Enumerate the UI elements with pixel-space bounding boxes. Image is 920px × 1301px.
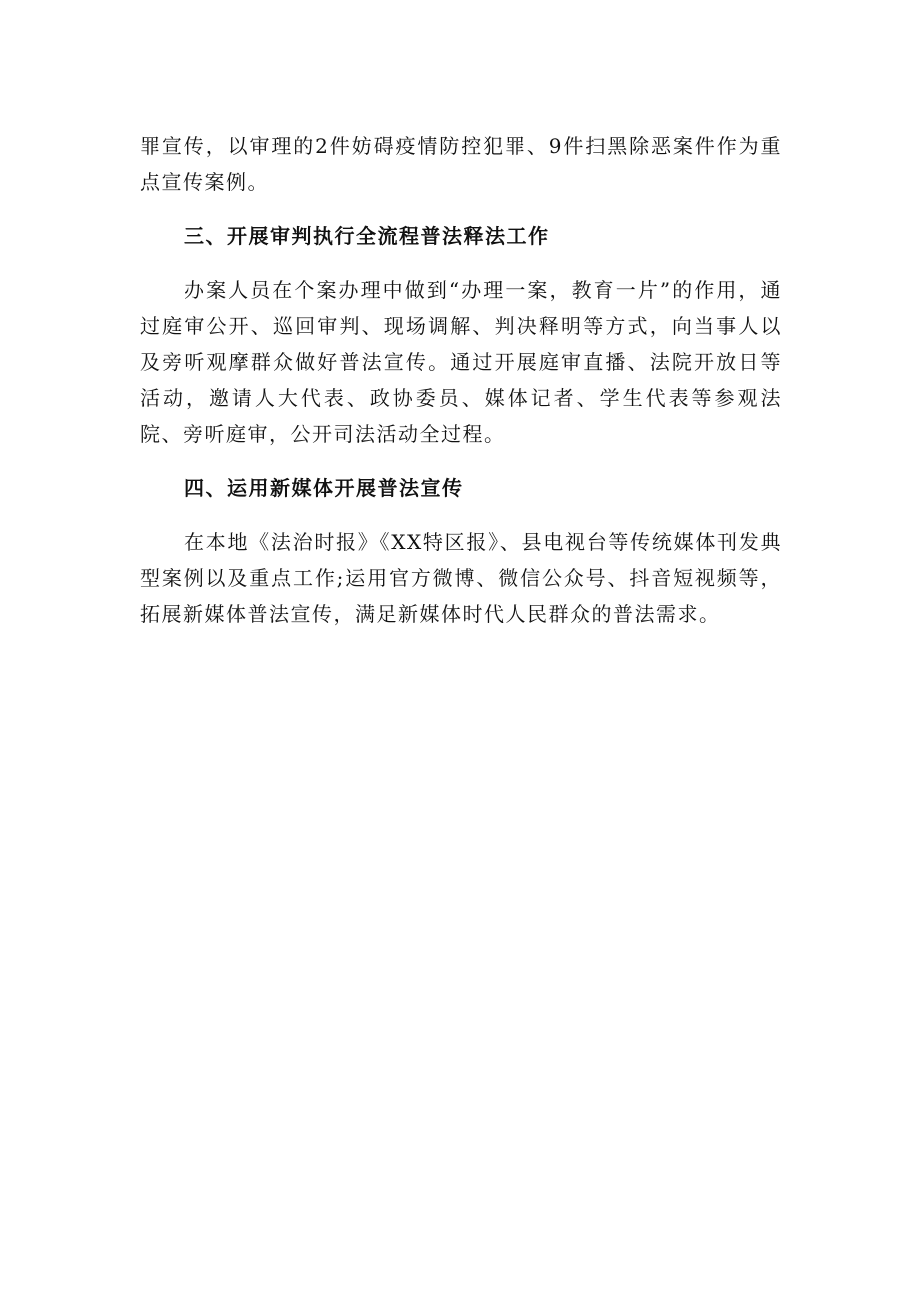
paragraph-trial-execution: 办案人员在个案办理中做到“办理一案，教育一片”的作用，通过庭审公开、巡回审判、现场调解、判决释明等方式，向当事人以及旁听观摩群众做好普法宣传。通过开展庭审直播、法院开放日等活动，邀请人大代表、政协委员、媒体记者、学生代表等参观法院、旁听庭审，公开司法活动全过程。 [140,278,782,446]
paragraph-new-media: 在本地《法治时报》《XX特区报》、县电视台等传统媒体刊发典型案例以及重点工作;运用官方微博、微信公众号、抖音短视频等，拓展新媒体普法宣传，满足新媒体时代人民群众的普法需求。 [140,530,782,626]
section-heading-three: 三、开展审判执行全流程普法释法工作 [184,224,550,248]
paragraph-continued-text: 罪宣传，以审理的2件妨碍疫情防控犯罪、9件扫黑除恶案件作为重点宣传案例。 [140,134,782,194]
section-heading-four: 四、运用新媒体开展普法宣传 [184,476,464,500]
document-body [140,128,782,650]
